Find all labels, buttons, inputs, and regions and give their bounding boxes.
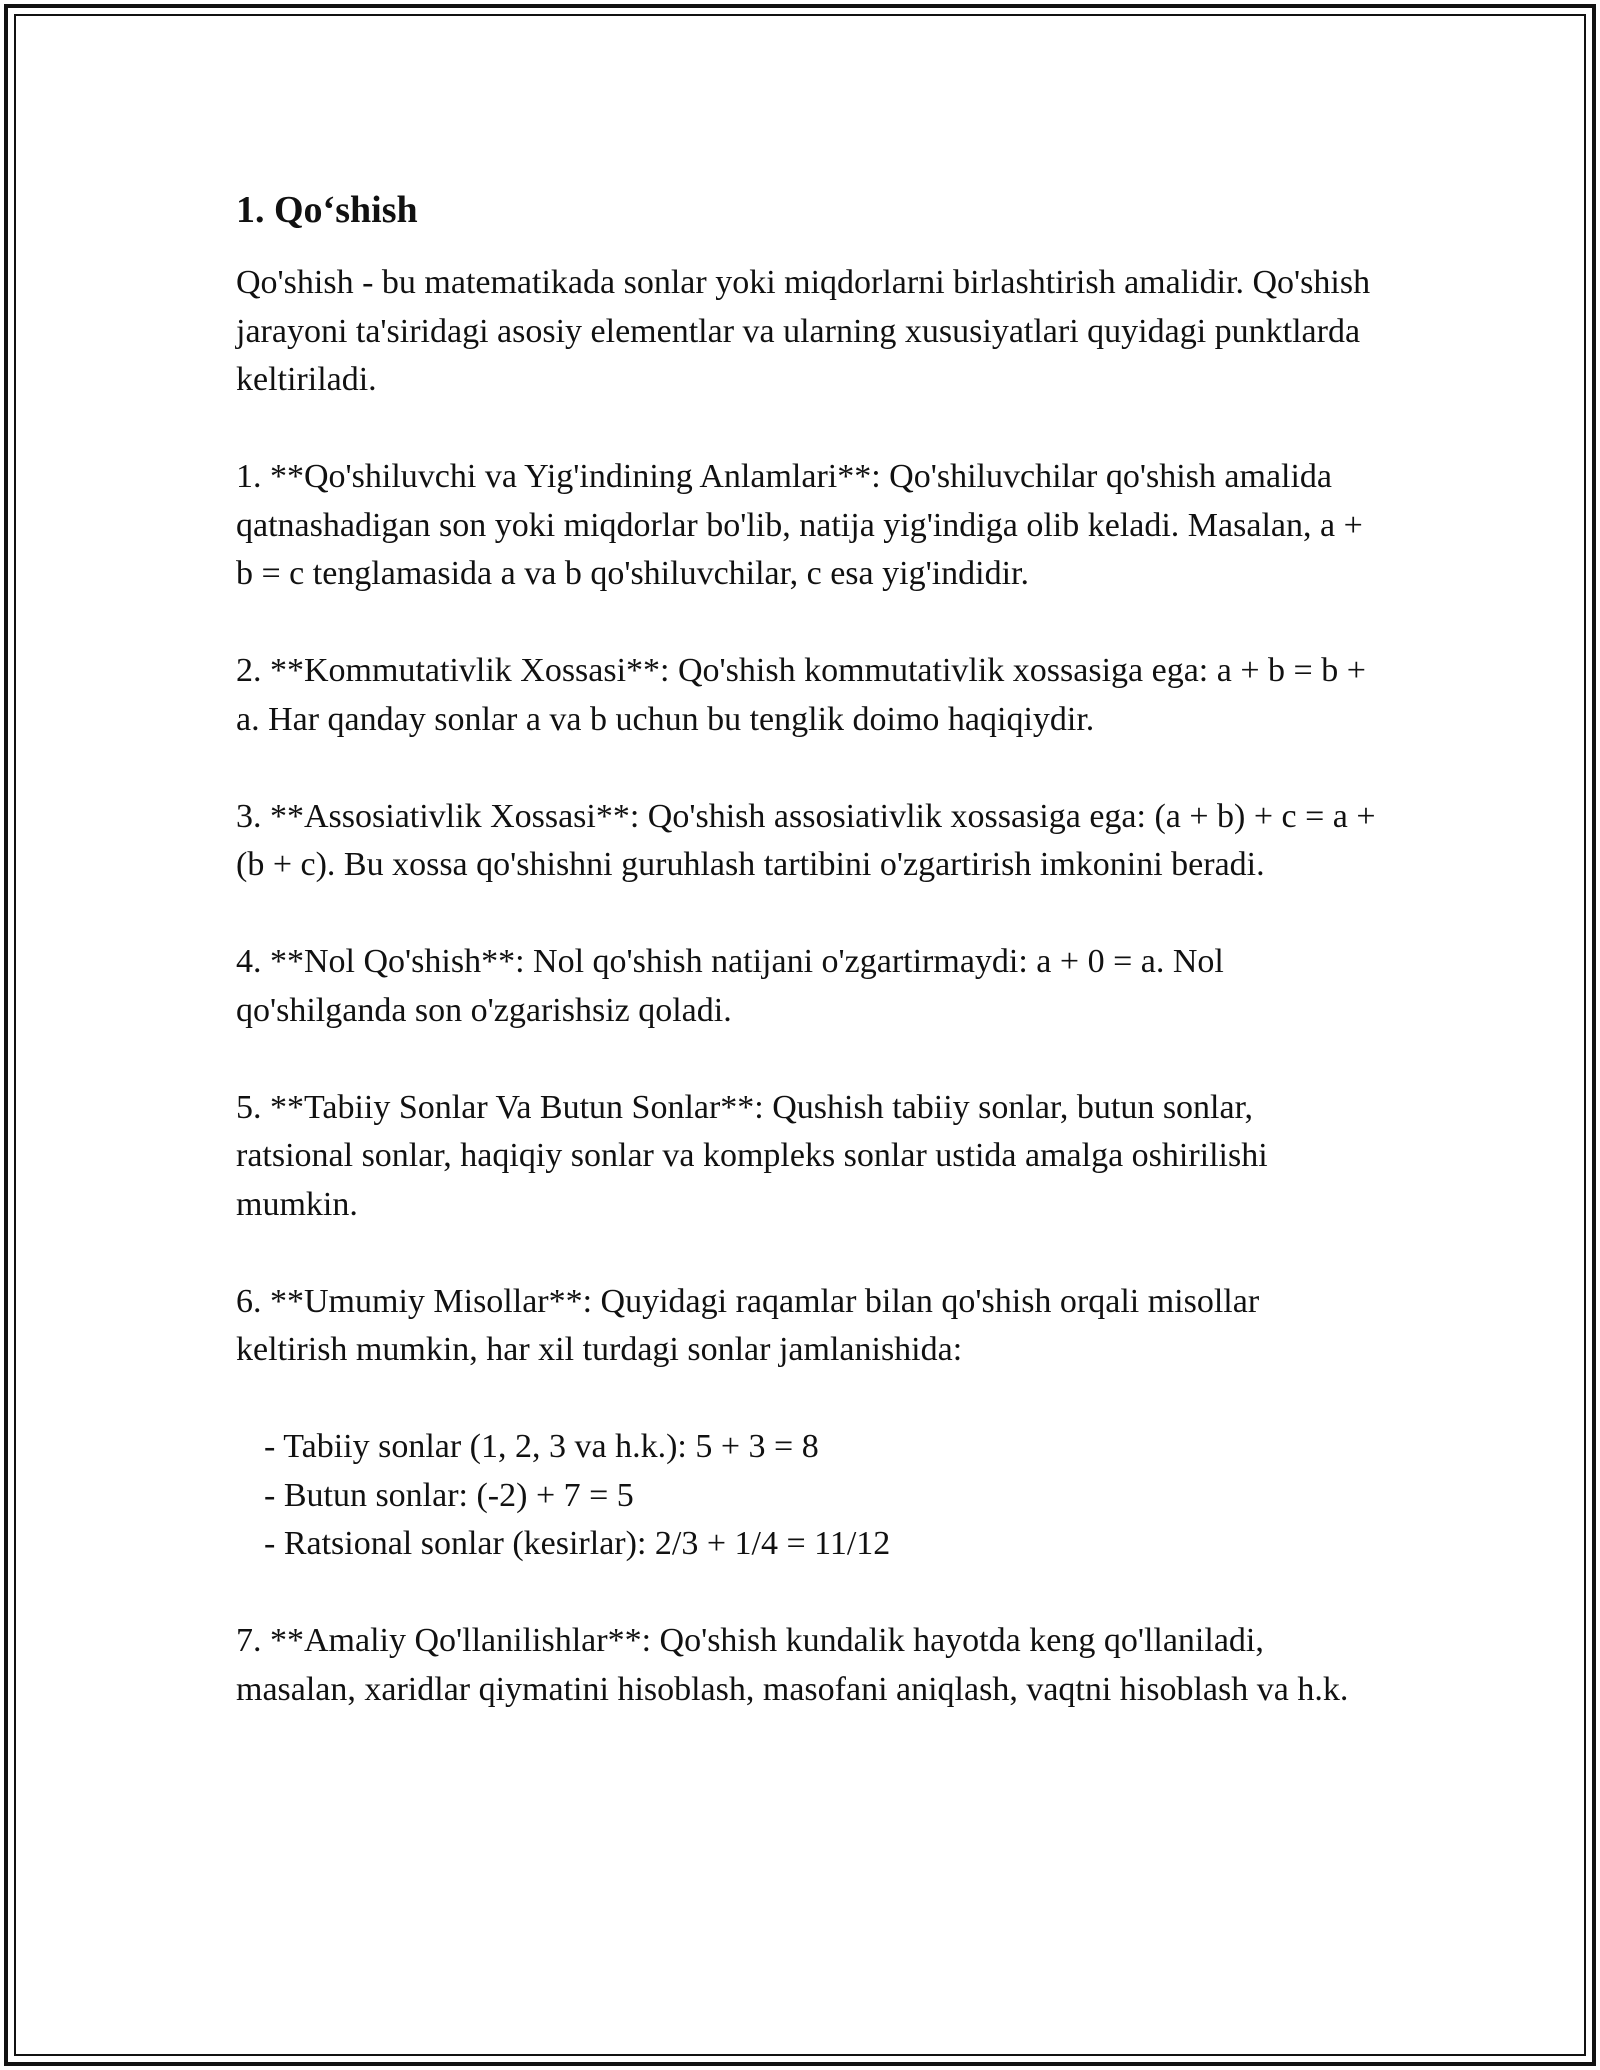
point-associativity: 3. **Assosiativlik Xossasi**: Qo'shish assosiativlik xossasiga ega: (a + b) + c = a + (b + c). Bu xossa qo'shishni guruhlash tartibini o'zgartirish imkonini beradi. [236,797,1376,883]
point-number-sets: 5. **Tabiiy Sonlar Va Butun Sonlar**: Qushish tabiiy sonlar, butun sonlar, ratsional sonlar, haqiqiy sonlar va kompleks sonlar ustida amalga oshirilishi mumkin. [236,1088,1268,1223]
intro-paragraph: Qo'shish - bu matematikada sonlar yoki miqdorlarni birlashtirish amalidir. Qo'shish jarayoni ta'siridagi asosiy elementlar va ularning xususiyatlari quyidagi punktlarda keltiriladi. [236,264,1371,398]
paragraph-spacer [236,599,1376,648]
example-rational-numbers: - Ratsional sonlar (kesirlar): 2/3 + 1/4 = 11/12 [264,1525,891,1562]
paragraph-spacer [236,890,1376,939]
paragraph-spacer [236,1035,1376,1084]
point-zero-addition: 4. **Nol Qo'shish**: Nol qo'shish natijani o'zgartirmaydi: a + 0 = a. Nol qo'shilganda son o'zgarishsiz qoladi. [236,943,1224,1029]
point-practical-applications: 7. **Amaliy Qo'llanilishlar**: Qo'shish kundalik hayotda keng qo'llaniladi, masalan, xaridlar qiymatini hisoblash, masofani aniqlash, vaqtni hisoblash va h.k. [236,1622,1349,1708]
point-general-examples: 6. **Umumiy Misollar**: Quyidagi raqamlar bilan qo'shish orqali misollar keltirish mumkin, har xil turdagi sonlar jamlanishida: [236,1282,1260,1368]
paragraph-spacer [236,405,1376,454]
example-integers: - Butun sonlar: (-2) + 7 = 5 [264,1476,634,1514]
example-natural-numbers: - Tabiiy sonlar (1, 2, 3 va h.k.): 5 + 3 = 8 [264,1428,819,1465]
paragraph-spacer [236,1375,1376,1424]
paragraph-spacer [236,744,1376,793]
examples-list [236,1423,1376,1569]
paragraph-spacer [236,1229,1376,1278]
point-commutativity: 2. **Kommutativlik Xossasi**: Qo'shish kommutativlik xossasiga ega: a + b = b + a. Har qanday sonlar a va b uchun bu tenglik doimo haqiqiydir. [236,652,1366,738]
document-body [236,186,1376,1714]
section-title: 1. Qo‘shish [236,189,418,231]
point-commutands-meaning: 1. **Qo'shiluvchi va Yig'indining Anlamlari**: Qo'shiluvchilar qo'shish amalida qatnashadigan son yoki miqdorlar bo'lib, natija yig'indiga olib keladi. Masalan, a + b = c tenglamasida a va b qo'shiluvchilar, c esa yig'indidir. [236,458,1363,592]
paragraph-spacer [236,1569,1376,1618]
